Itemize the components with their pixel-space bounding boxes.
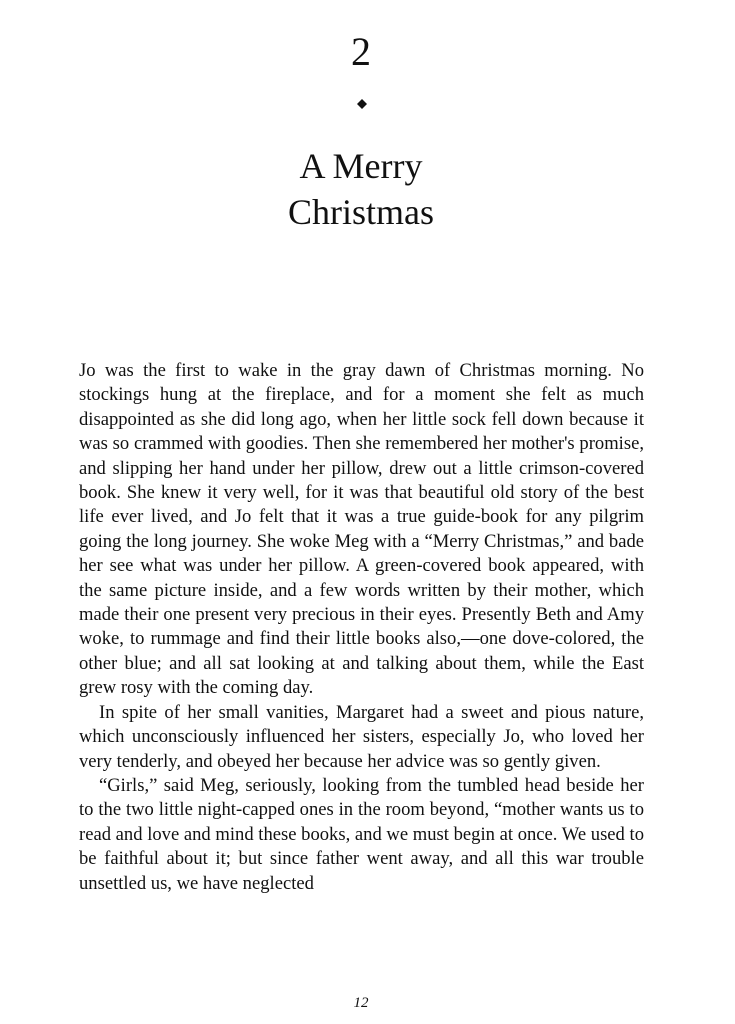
chapter-number: 2 xyxy=(351,29,371,74)
body-text xyxy=(79,359,644,896)
paragraph-2: In spite of her small vanities, Margaret had a sweet and pious nature, which unconsciously influenced her sisters, especially Jo, who loved her very tenderly, and obeyed her because her advice was so gently given. xyxy=(79,701,644,772)
diamond-ornament-icon xyxy=(357,99,367,109)
chapter-title xyxy=(0,143,722,235)
paragraph-1: Jo was the first to wake in the gray dawn of Christmas morning. No stockings hung at the fireplace, and for a moment she felt as much disappointed as she did long ago, when her little sock fell down because it was so crammed with goodies. Then she remembered her mother's promise, and slipping her hand under her pillow, drew out a little crimson-covered book. She knew it very well, for it was that beautiful old story of the best life ever lived, and Jo felt that it was a true guide-book for any pilgrim going the long journey. She woke Meg with a “Merry Christmas,” and bade her see what was under her pillow. A green-covered book appeared, with the same picture inside, and a few words written by their mother, which made their one present very precious in their eyes. Presently Beth and Amy woke, to rummage and find their little books also,—one dove-colored, the other blue; and all sat looking at and talking about them, while the East grew rosy with the coming day. xyxy=(79,360,644,699)
chapter-title-text: A Merry Christmas xyxy=(287,146,434,232)
paragraph-3: “Girls,” said Meg, seriously, looking from the tumbled head beside her to the two little night-capped ones in the room beyond, “mother wants us to read and love and mind these books, and we must begin at once. We used to be faithful about it; but since father went away, and all this war trouble unsettled us, we have neglected xyxy=(79,774,644,894)
page-number: 12 xyxy=(353,995,369,1011)
